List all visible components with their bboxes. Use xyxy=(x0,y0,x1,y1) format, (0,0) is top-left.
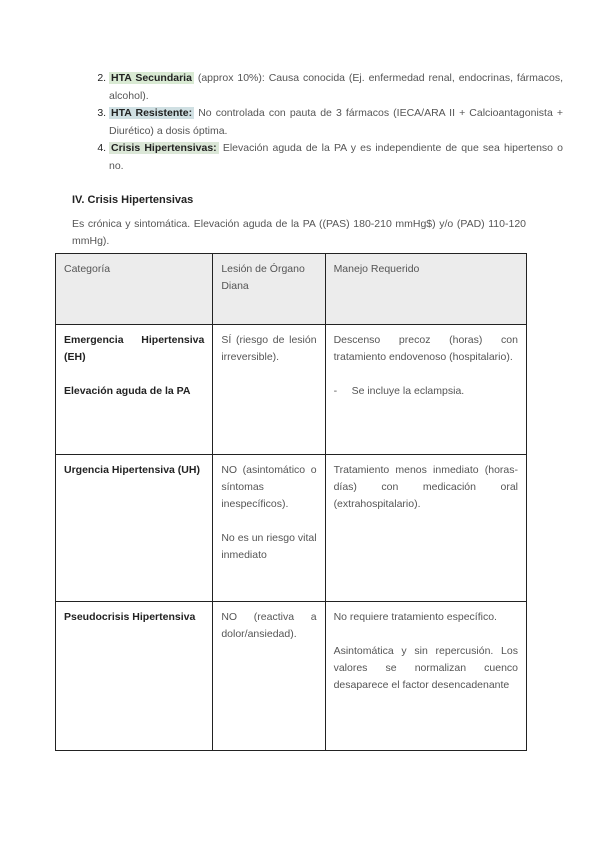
table-row xyxy=(56,455,527,602)
table-row xyxy=(56,602,527,751)
cell-text: Tratamiento menos inmediato (horas-días) con medicación oral (extrahospitalario). xyxy=(333,464,518,510)
cell-manejo xyxy=(325,602,526,751)
crisis-table xyxy=(55,253,527,751)
list-item-text: (approx 10%): Causa conocida (Ej. enfermedad renal, endocrinas, fármacos, alcohol). xyxy=(109,72,563,102)
cell-text: SÍ (riesgo de lesión irreversible). xyxy=(221,334,317,363)
cell-text: NO (asintomático o síntomas inespecíficos). xyxy=(221,464,317,510)
header-lesion: Lesión de Órgano Diana xyxy=(213,254,325,325)
list-item-text: Elevación aguda de la PA y es independiente de que sea hipertenso o no. xyxy=(109,142,563,172)
cell-lesion xyxy=(213,455,325,602)
term-hta-resistente: HTA Resistente: xyxy=(111,107,193,119)
cell-text: No es un riesgo vital inmediato xyxy=(221,532,317,561)
section-intro: Es crónica y sintomática. Elevación aguda de la PA ((PAS) 180-210 mmHg$) y/o (PAD) 110-120 mmHg). xyxy=(72,218,526,247)
cell-text: Urgencia Hipertensiva (UH) xyxy=(64,464,200,476)
term-crisis-hipertensivas: Crisis Hipertensivas: xyxy=(111,142,217,154)
bullet-item: - Se incluye la eclampsia. xyxy=(334,383,518,400)
header-manejo: Manejo Requerido xyxy=(325,254,526,325)
list-item-text: No controlada con pauta de 3 fármacos (IECA/ARA II + Calcioantagonista + Diurético) a dosis óptima. xyxy=(109,107,563,137)
table-row xyxy=(56,325,527,455)
list-item-secundaria xyxy=(109,70,563,105)
cell-categoria xyxy=(56,455,213,602)
section-heading: IV. Crisis Hipertensivas xyxy=(72,194,194,206)
cell-categoria xyxy=(56,602,213,751)
cell-lesion xyxy=(213,602,325,751)
hta-types-list xyxy=(72,70,563,175)
list-item-resistente xyxy=(109,105,563,140)
cell-manejo xyxy=(325,325,526,455)
cell-manejo xyxy=(325,455,526,602)
cell-text: Emergencia Hipertensiva (EH) xyxy=(64,334,205,363)
cell-text: Pseudocrisis Hipertensiva xyxy=(64,611,196,623)
cell-text: NO (reactiva a dolor/ansiedad). xyxy=(221,611,317,640)
cell-text: Elevación aguda de la PA xyxy=(64,385,191,397)
cell-text: Descenso precoz (horas) con tratamiento endovenoso (hospitalario). xyxy=(333,334,518,363)
list-item-crisis xyxy=(109,140,563,175)
cell-text: No requiere tratamiento específico. xyxy=(333,611,497,623)
cell-lesion xyxy=(213,325,325,455)
table-header-row xyxy=(56,254,527,325)
cell-categoria xyxy=(56,325,213,455)
cell-text: Asintomática y sin repercusión. Los valores se normalizan cuenco desaparece el factor desencadenante xyxy=(333,645,518,691)
term-hta-secundaria: HTA Secundaria xyxy=(111,72,192,84)
header-categoria: Categoría xyxy=(56,254,213,325)
